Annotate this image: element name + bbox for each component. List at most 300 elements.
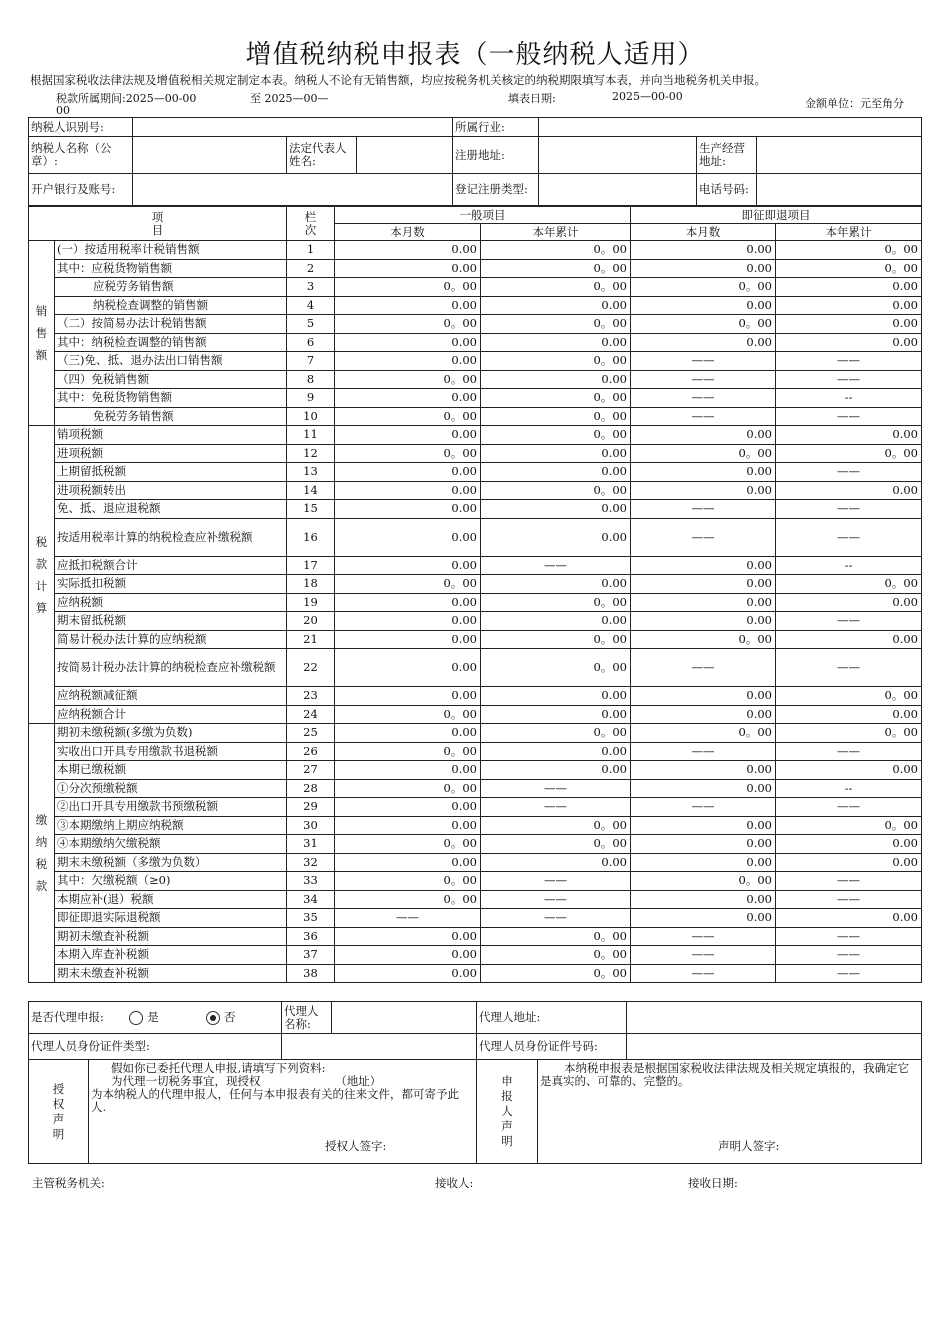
cell-general-month[interactable]: 0.00 <box>335 241 481 260</box>
cell-general-year[interactable]: 0。00 <box>481 278 631 297</box>
row-line-number: 24 <box>287 705 335 724</box>
cell-general-month[interactable]: 0.00 <box>335 816 481 835</box>
table-row <box>29 481 922 500</box>
cell-general-year[interactable]: 0。00 <box>481 481 631 500</box>
table-row <box>29 612 922 631</box>
taxpayer-name-field[interactable] <box>133 137 287 174</box>
cell-general-year[interactable]: 0.00 <box>481 687 631 706</box>
row-line-number: 28 <box>287 779 335 798</box>
agent-id-type-label: 代理人员身份证件类型: <box>29 1034 282 1060</box>
cell-immediate-year[interactable]: 0.00 <box>776 853 922 872</box>
legal-rep-label: 法定代表人姓名: <box>287 137 357 174</box>
cell-general-month[interactable]: 0。00 <box>335 370 481 389</box>
row-item-label: 期末留抵税额 <box>55 612 287 631</box>
receiver-label: 接收人: <box>435 1176 474 1190</box>
cell-general-month[interactable]: 0.00 <box>335 612 481 631</box>
row-line-number: 13 <box>287 463 335 482</box>
cell-immediate-month[interactable]: 0.00 <box>631 761 776 780</box>
row-item-label: 应税劳务销售额 <box>55 278 287 297</box>
row-line-number: 37 <box>287 946 335 965</box>
cell-general-month[interactable]: 0。00 <box>335 278 481 297</box>
cell-immediate-month: —— <box>631 946 776 965</box>
cell-immediate-month[interactable]: 0.00 <box>631 593 776 612</box>
agent-id-type-field[interactable] <box>282 1034 477 1060</box>
table-row <box>29 389 922 408</box>
cell-general-year[interactable]: 0。00 <box>481 593 631 612</box>
row-line-number: 14 <box>287 481 335 500</box>
declaration-text: 本纳税申报表是根据国家税收法律法规及相关规定填报的，我确定它是真实的、可靠的、完整的。 <box>540 1061 909 1088</box>
cell-immediate-year[interactable]: 0。00 <box>776 575 922 594</box>
row-line-number: 7 <box>287 352 335 371</box>
cell-immediate-year[interactable]: 0.00 <box>776 296 922 315</box>
cell-general-year[interactable]: 0.00 <box>481 761 631 780</box>
row-line-number: 25 <box>287 724 335 743</box>
cell-general-year[interactable]: 0。00 <box>481 649 631 687</box>
row-item-label: 上期留抵税额 <box>55 463 287 482</box>
cell-immediate-year[interactable]: 0.00 <box>776 593 922 612</box>
table-row <box>29 946 922 965</box>
cell-general-month[interactable]: 0。00 <box>335 315 481 334</box>
cell-immediate-year: —— <box>776 407 922 426</box>
cell-immediate-month[interactable]: 0.00 <box>631 779 776 798</box>
table-row <box>29 593 922 612</box>
row-item-label: （三)免、抵、退办法出口销售额 <box>55 352 287 371</box>
legal-rep-field[interactable] <box>357 137 453 174</box>
cell-immediate-month[interactable]: 0.00 <box>631 687 776 706</box>
taxpayer-name-label: 纳税人名称（公章）: <box>29 137 133 174</box>
cell-general-month[interactable]: 0.00 <box>335 964 481 983</box>
table-row <box>29 853 922 872</box>
cell-immediate-month[interactable]: 0.00 <box>631 705 776 724</box>
agent-id-number-label: 代理人员身份证件号码: <box>477 1034 627 1060</box>
cell-immediate-month[interactable]: 0.00 <box>631 296 776 315</box>
cell-immediate-month[interactable]: 0.00 <box>631 890 776 909</box>
cell-general-year[interactable]: 0.00 <box>481 370 631 389</box>
cell-general-month[interactable]: 0。00 <box>335 742 481 761</box>
column-header-general-year: 本年累计 <box>481 224 631 241</box>
cell-general-year[interactable]: 0。00 <box>481 724 631 743</box>
column-header-immediate-year: 本年累计 <box>776 224 922 241</box>
column-header-general: 一般项目 <box>335 207 631 224</box>
cell-immediate-month[interactable]: 0。00 <box>631 872 776 891</box>
cell-immediate-month: —— <box>631 964 776 983</box>
cell-general-month[interactable]: 0.00 <box>335 296 481 315</box>
table-row <box>29 909 922 928</box>
cell-general-month[interactable]: 0.00 <box>335 556 481 575</box>
agent-address-field[interactable] <box>627 1002 922 1034</box>
row-item-label: ①分次预缴税额 <box>55 779 287 798</box>
cell-general-year[interactable]: 0。00 <box>481 259 631 278</box>
tax-authority-label: 主管税务机关: <box>32 1176 105 1190</box>
row-line-number: 17 <box>287 556 335 575</box>
row-line-number: 19 <box>287 593 335 612</box>
table-row <box>29 315 922 334</box>
table-row <box>29 278 922 297</box>
row-line-number: 11 <box>287 426 335 445</box>
row-item-label: 简易计税办法计算的应纳税额 <box>55 630 287 649</box>
row-item-label: 纳税检查调整的销售额 <box>55 296 287 315</box>
row-item-label: 应纳税额 <box>55 593 287 612</box>
cell-general-year[interactable]: 0.00 <box>481 742 631 761</box>
cell-general-month[interactable]: 0。00 <box>335 407 481 426</box>
cell-immediate-year[interactable]: 0.00 <box>776 278 922 297</box>
cell-immediate-year: —— <box>776 872 922 891</box>
cell-immediate-year: —— <box>776 352 922 371</box>
cell-immediate-year[interactable]: 0.00 <box>776 630 922 649</box>
cell-immediate-year[interactable]: 0.00 <box>776 761 922 780</box>
table-row <box>29 333 922 352</box>
cell-general-month[interactable]: 0.00 <box>335 853 481 872</box>
row-line-number: 16 <box>287 518 335 556</box>
table-row <box>29 649 922 687</box>
table-row <box>29 241 922 260</box>
cell-immediate-year: -- <box>776 779 922 798</box>
row-line-number: 1 <box>287 241 335 260</box>
authorization-line1: 假如你已委托代理人申报,请填写下列资料: <box>111 1061 326 1075</box>
cell-immediate-year[interactable]: 0.00 <box>776 333 922 352</box>
cell-general-month[interactable]: 0.00 <box>335 333 481 352</box>
row-line-number: 34 <box>287 890 335 909</box>
cell-general-year[interactable]: 0。00 <box>481 927 631 946</box>
cell-immediate-year: —— <box>776 946 922 965</box>
row-item-label: 本期入库查补税额 <box>55 946 287 965</box>
cell-general-year[interactable]: 0。00 <box>481 946 631 965</box>
cell-immediate-year: —— <box>776 518 922 556</box>
cell-general-year: —— <box>481 890 631 909</box>
row-item-label: 按简易计税办法计算的纳税检查应补缴税额 <box>55 649 287 687</box>
cell-immediate-year[interactable]: 0.00 <box>776 705 922 724</box>
cell-general-month[interactable]: 0.00 <box>335 946 481 965</box>
cell-general-year[interactable]: 0.00 <box>481 518 631 556</box>
cell-immediate-year[interactable]: 0.00 <box>776 426 922 445</box>
row-line-number: 12 <box>287 444 335 463</box>
agent-id-number-field[interactable] <box>627 1034 922 1060</box>
row-line-number: 26 <box>287 742 335 761</box>
cell-immediate-year: —— <box>776 500 922 519</box>
biz-address-field[interactable] <box>757 137 922 174</box>
cell-immediate-year: -- <box>776 389 922 408</box>
authorization-label: 授权声明 <box>29 1060 89 1164</box>
row-item-label: ②出口开具专用缴款书预缴税额 <box>55 798 287 817</box>
table-row <box>29 259 922 278</box>
row-line-number: 27 <box>287 761 335 780</box>
cell-immediate-year[interactable]: 0.00 <box>776 315 922 334</box>
amount-unit: 金额单位：元至角分 <box>805 97 904 110</box>
row-item-label: 销项税额 <box>55 426 287 445</box>
cell-immediate-month: —— <box>631 927 776 946</box>
cell-immediate-month[interactable]: 0.00 <box>631 333 776 352</box>
cell-immediate-month[interactable]: 0。00 <box>631 444 776 463</box>
cell-immediate-year: —— <box>776 463 922 482</box>
cell-immediate-month[interactable]: 0。00 <box>631 278 776 297</box>
row-item-label: 其中：纳税检查调整的销售额 <box>55 333 287 352</box>
tax-period-label: 税款所属期间:2025—00-00 <box>56 92 197 105</box>
table-row <box>29 872 922 891</box>
cell-general-year[interactable]: 0。00 <box>481 315 631 334</box>
cell-general-month[interactable]: 0.00 <box>335 518 481 556</box>
authorization-line2: 为代理一切税务事宜，现授权 （地址） <box>111 1074 382 1088</box>
row-item-label: 进项税额转出 <box>55 481 287 500</box>
reg-address-field[interactable] <box>539 137 697 174</box>
cell-general-month[interactable]: 0。00 <box>335 835 481 854</box>
cell-general-month[interactable]: 0.00 <box>335 352 481 371</box>
cell-general-month[interactable]: 0。00 <box>335 705 481 724</box>
row-line-number: 36 <box>287 927 335 946</box>
cell-immediate-month: —— <box>631 742 776 761</box>
row-item-label: 本期应补(退）税额 <box>55 890 287 909</box>
cell-immediate-month[interactable]: 0.00 <box>631 835 776 854</box>
cell-immediate-month[interactable]: 0。00 <box>631 315 776 334</box>
cell-immediate-year[interactable]: 0。00 <box>776 724 922 743</box>
cell-general-year[interactable]: 0.00 <box>481 296 631 315</box>
cell-immediate-month: —— <box>631 649 776 687</box>
phone-field[interactable] <box>757 174 922 206</box>
cell-general-month[interactable]: 0.00 <box>335 649 481 687</box>
row-line-number: 18 <box>287 575 335 594</box>
row-line-number: 10 <box>287 407 335 426</box>
row-item-label: （四）免税销售额 <box>55 370 287 389</box>
declaration-label: 申报人声明 <box>477 1060 538 1164</box>
row-item-label: 期末未缴税额（多缴为负数） <box>55 853 287 872</box>
cell-immediate-month: —— <box>631 389 776 408</box>
cell-general-year[interactable]: 0。00 <box>481 816 631 835</box>
row-item-label: 免税劳务销售额 <box>55 407 287 426</box>
declaration-content <box>538 1060 922 1164</box>
cell-general-year[interactable]: 0。00 <box>481 964 631 983</box>
cell-immediate-month[interactable]: 0.00 <box>631 909 776 928</box>
table-row <box>29 687 922 706</box>
cell-immediate-year: -- <box>776 556 922 575</box>
table-row <box>29 927 922 946</box>
row-line-number: 4 <box>287 296 335 315</box>
declaration-sign-label: 声明人签字: <box>718 1139 780 1153</box>
cell-general-month[interactable]: 0.00 <box>335 481 481 500</box>
row-line-number: 29 <box>287 798 335 817</box>
cell-immediate-year[interactable]: 0。00 <box>776 816 922 835</box>
cell-immediate-year[interactable]: 0.00 <box>776 481 922 500</box>
cell-immediate-month[interactable]: 0。00 <box>631 630 776 649</box>
agent-yes-radio[interactable] <box>129 1011 143 1025</box>
cell-general-month[interactable]: 0.00 <box>335 798 481 817</box>
cell-general-month[interactable]: 0.00 <box>335 593 481 612</box>
cell-general-year[interactable]: 0。00 <box>481 407 631 426</box>
cell-general-month[interactable]: 0.00 <box>335 687 481 706</box>
group-label-sales: 销售额 <box>29 241 55 426</box>
table-row <box>29 575 922 594</box>
table-row <box>29 816 922 835</box>
cell-general-year[interactable]: 0.00 <box>481 705 631 724</box>
cell-general-year[interactable]: 0。00 <box>481 630 631 649</box>
taxpayer-id-label: 纳税人识别号: <box>29 118 133 137</box>
cell-general-year[interactable]: 0.00 <box>481 500 631 519</box>
agent-table <box>28 1001 922 1164</box>
cell-immediate-month[interactable]: 0.00 <box>631 556 776 575</box>
table-row <box>29 463 922 482</box>
row-line-number: 33 <box>287 872 335 891</box>
cell-general-month[interactable]: 0.00 <box>335 426 481 445</box>
cell-immediate-year[interactable]: 0.00 <box>776 835 922 854</box>
cell-immediate-year[interactable]: 0.00 <box>776 909 922 928</box>
table-row <box>29 296 922 315</box>
cell-immediate-month[interactable]: 0.00 <box>631 241 776 260</box>
cell-general-year: —— <box>481 779 631 798</box>
cell-immediate-year: —— <box>776 742 922 761</box>
agent-no-radio[interactable] <box>206 1011 220 1025</box>
cell-general-year[interactable]: 0。00 <box>481 426 631 445</box>
agent-no-label: 否 <box>224 1009 236 1024</box>
row-item-label: 应纳税额合计 <box>55 705 287 724</box>
cell-immediate-year: —— <box>776 370 922 389</box>
row-item-label: 实际抵扣税额 <box>55 575 287 594</box>
row-item-label: 按适用税率计算的纳税检查应补缴税额 <box>55 518 287 556</box>
row-item-label: 应纳税额减征额 <box>55 687 287 706</box>
cell-general-year[interactable]: 0.00 <box>481 463 631 482</box>
bank-account-field[interactable] <box>133 174 453 206</box>
industry-field[interactable] <box>539 118 922 137</box>
cell-immediate-month[interactable]: 0.00 <box>631 463 776 482</box>
column-header-general-month: 本月数 <box>335 224 481 241</box>
cell-immediate-month[interactable]: 0.00 <box>631 575 776 594</box>
biz-address-label: 生产经营地址: <box>697 137 757 174</box>
cell-immediate-month: —— <box>631 500 776 519</box>
cell-immediate-year[interactable]: 0。00 <box>776 687 922 706</box>
cell-general-month[interactable]: 0.00 <box>335 927 481 946</box>
row-item-label: ④本期缴纳欠缴税额 <box>55 835 287 854</box>
cell-general-month[interactable]: 0.00 <box>335 463 481 482</box>
row-line-number: 8 <box>287 370 335 389</box>
cell-immediate-month: —— <box>631 798 776 817</box>
cell-immediate-month: —— <box>631 352 776 371</box>
table-row <box>29 890 922 909</box>
row-item-label: 其中：免税货物销售额 <box>55 389 287 408</box>
cell-general-year[interactable]: 0.00 <box>481 612 631 631</box>
cell-immediate-month[interactable]: 0.00 <box>631 259 776 278</box>
cell-general-year[interactable]: 0.00 <box>481 575 631 594</box>
cell-immediate-year: —— <box>776 927 922 946</box>
cell-immediate-month[interactable]: 0.00 <box>631 481 776 500</box>
reg-address-label: 注册地址: <box>453 137 539 174</box>
row-line-number: 6 <box>287 333 335 352</box>
cell-general-year: —— <box>481 556 631 575</box>
table-row <box>29 835 922 854</box>
row-item-label: 其中：欠缴税额（≥0) <box>55 872 287 891</box>
tax-return-table <box>28 206 922 983</box>
phone-label: 电话号码: <box>697 174 757 206</box>
row-item-label: 免、抵、退应退税额 <box>55 500 287 519</box>
table-row <box>29 630 922 649</box>
reg-type-field[interactable] <box>539 174 697 206</box>
table-row <box>29 798 922 817</box>
cell-general-year[interactable]: 0.00 <box>481 444 631 463</box>
row-item-label: 应抵扣税额合计 <box>55 556 287 575</box>
row-item-label: 其中：应税货物销售额 <box>55 259 287 278</box>
column-header-line: 栏 次 <box>287 207 335 241</box>
cell-immediate-year[interactable]: 0。00 <box>776 259 922 278</box>
cell-general-month[interactable]: 0.00 <box>335 630 481 649</box>
cell-general-month[interactable]: 0.00 <box>335 724 481 743</box>
group-label-tax: 税款计算 <box>29 426 55 724</box>
cell-general-month[interactable]: 0.00 <box>335 761 481 780</box>
table-row <box>29 407 922 426</box>
authorization-content <box>89 1060 477 1164</box>
cell-general-month[interactable]: 0。00 <box>335 444 481 463</box>
column-header-item: 项 目 <box>29 207 287 241</box>
tax-period-tail: 00 <box>56 104 70 117</box>
cell-immediate-year[interactable]: 0。00 <box>776 444 922 463</box>
industry-label: 所属行业: <box>453 118 539 137</box>
cell-general-year[interactable]: 0。00 <box>481 389 631 408</box>
agent-address-label: 代理人地址: <box>477 1002 627 1034</box>
agent-name-field[interactable] <box>332 1002 477 1034</box>
row-item-label: 期初未缴查补税额 <box>55 927 287 946</box>
table-row <box>29 500 922 519</box>
row-item-label: 期末未缴查补税额 <box>55 964 287 983</box>
cell-general-month[interactable]: 0。00 <box>335 779 481 798</box>
row-item-label: （二）按简易办法计税销售额 <box>55 315 287 334</box>
row-item-label: 进项税额 <box>55 444 287 463</box>
cell-general-month[interactable]: 0.00 <box>335 389 481 408</box>
intro-text: 根据国家税收法律法规及增值税相关规定制定本表。纳税人不论有无销售额，均应按税务机关核定的纳税期限填写本表，并向当地税务机关申报。 <box>30 73 766 87</box>
cell-immediate-month[interactable]: 0。00 <box>631 724 776 743</box>
fill-date-value: 2025—00-00 <box>612 90 683 103</box>
cell-immediate-month: —— <box>631 370 776 389</box>
table-row <box>29 556 922 575</box>
table-row <box>29 761 922 780</box>
row-line-number: 35 <box>287 909 335 928</box>
table-row <box>29 779 922 798</box>
row-item-label: 即征即退实际退税额 <box>55 909 287 928</box>
cell-immediate-year: —— <box>776 649 922 687</box>
cell-immediate-year[interactable]: 0。00 <box>776 241 922 260</box>
cell-general-month[interactable]: 0。00 <box>335 872 481 891</box>
cell-general-month[interactable]: 0.00 <box>335 500 481 519</box>
cell-immediate-month[interactable]: 0.00 <box>631 853 776 872</box>
table-row <box>29 370 922 389</box>
tax-period-to: 至 2025—00— <box>250 92 329 105</box>
cell-general-month[interactable]: 0。00 <box>335 890 481 909</box>
cell-general-year[interactable]: 0。00 <box>481 835 631 854</box>
authorization-line3: 为本纳税人的代理申报人，任何与本申报表有关的往来文件，都可寄予此人. <box>91 1087 459 1114</box>
cell-general-year[interactable]: 0。00 <box>481 241 631 260</box>
cell-general-year[interactable]: 0.00 <box>481 333 631 352</box>
row-line-number: 31 <box>287 835 335 854</box>
row-line-number: 3 <box>287 278 335 297</box>
cell-general-year: —— <box>481 909 631 928</box>
row-item-label: 本期已缴税额 <box>55 761 287 780</box>
cell-immediate-month[interactable]: 0.00 <box>631 612 776 631</box>
agent-filing-label: 是否代理申报: <box>31 1009 104 1024</box>
taxpayer-id-field[interactable] <box>133 118 453 137</box>
cell-general-month[interactable]: 0。00 <box>335 575 481 594</box>
row-line-number: 32 <box>287 853 335 872</box>
row-line-number: 21 <box>287 630 335 649</box>
cell-immediate-month[interactable]: 0.00 <box>631 816 776 835</box>
page-title: 增值税纳税申报表（一般纳税人适用） <box>245 40 705 70</box>
agent-yes-label: 是 <box>147 1009 159 1024</box>
cell-immediate-month[interactable]: 0.00 <box>631 426 776 445</box>
cell-general-year[interactable]: 0。00 <box>481 352 631 371</box>
table-row <box>29 742 922 761</box>
cell-general-year[interactable]: 0.00 <box>481 853 631 872</box>
column-header-immediate-month: 本月数 <box>631 224 776 241</box>
cell-general-year: —— <box>481 798 631 817</box>
row-line-number: 5 <box>287 315 335 334</box>
row-line-number: 38 <box>287 964 335 983</box>
cell-general-month[interactable]: 0.00 <box>335 259 481 278</box>
table-row <box>29 444 922 463</box>
row-line-number: 15 <box>287 500 335 519</box>
row-item-label: (一）按适用税率计税销售额 <box>55 241 287 260</box>
